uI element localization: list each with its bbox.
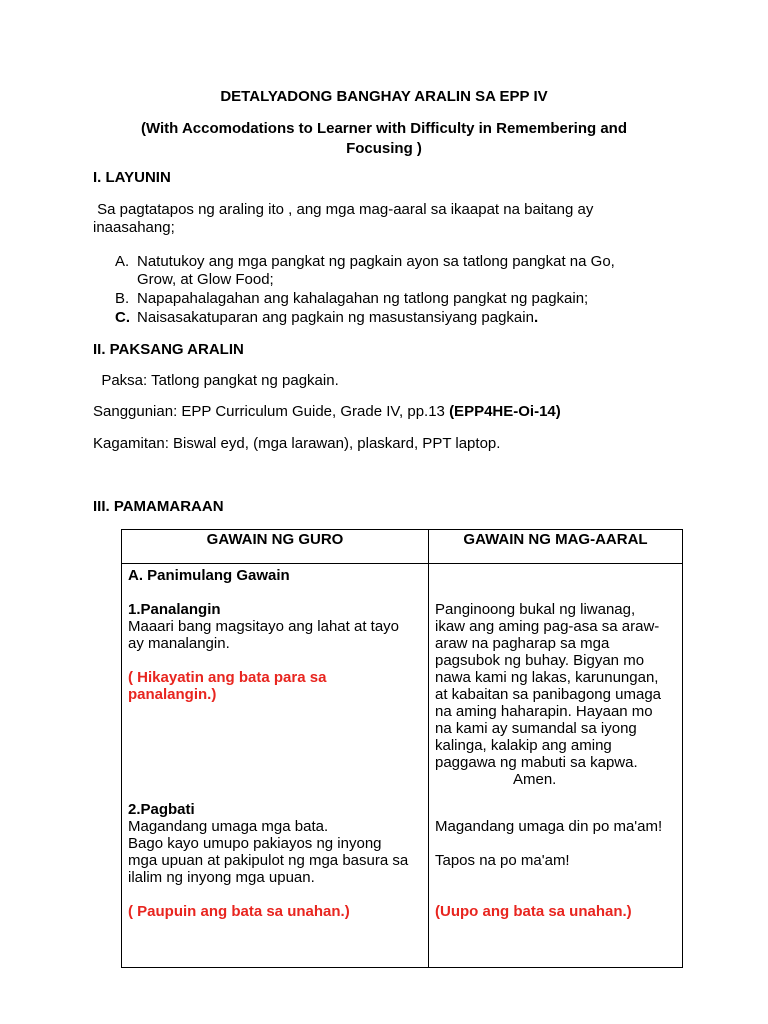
text-line: ikaw ang aming pag-asa sa araw- [435, 618, 660, 635]
text-line: araw na pagharap sa mga [435, 635, 610, 652]
objective-b [115, 290, 675, 308]
layunin-intro-line-1: Sa pagtatapos ng araling ito , ang mga mag-aaral sa ikaapat na baitang ay [93, 201, 594, 218]
paksa-line: Paksa: Tatlong pangkat ng pagkain. [93, 372, 339, 389]
table-header-row [122, 530, 683, 564]
text-line: ( Hikayatin ang bata para sa [128, 669, 327, 686]
document-subtitle [110, 119, 658, 159]
kagamitan-line: Kagamitan: Biswal eyd, (mga larawan), plaskard, PPT laptop. [93, 435, 501, 452]
text-line: pagsubok ng buhay. Bigyan mo [435, 652, 645, 669]
text-line: nawa kami ng lakas, karunungan, [435, 669, 659, 686]
pagbati-title: 2.Pagbati [128, 801, 195, 818]
text-line: mga upuan at pakipulot ng mga basura sa [128, 852, 409, 869]
text-line: Maaari bang magsitayo ang lahat at tayo [128, 618, 400, 635]
objective-a-line-1: Natutukoy ang mga pangkat ng pagkain ayon sa tatlong pangkat na Go, [137, 253, 615, 270]
layunin-intro [93, 201, 693, 237]
section-heading-paksang-aralin: II. PAKSANG ARALIN [93, 341, 244, 358]
column-header-student: GAWAIN NG MAG-AARAL [429, 530, 683, 564]
subtitle-line-2: Focusing ) [346, 140, 422, 157]
student-cell [429, 564, 683, 968]
section-heading-pamamaraan: III. PAMAMARAAN [93, 498, 224, 515]
objective-marker: B. [115, 290, 130, 307]
text-line: kalinga, kalakip ang aming [435, 737, 612, 754]
objective-marker: A. [115, 253, 130, 270]
sanggunian-text: Sanggunian: EPP Curriculum Guide, Grade IV, pp.13 [93, 403, 450, 420]
panalangin-instruction [128, 618, 399, 652]
text-line: Panginoong bukal ng liwanag, [435, 601, 636, 618]
pagbati-note: ( Paupuin ang bata sa unahan.) [128, 903, 350, 920]
teacher-cell [122, 564, 429, 968]
text-line: Magandang umaga mga bata. [128, 818, 329, 835]
objective-b-text: Napapahalagahan ang kahalagahan ng tatlong pangkat ng pagkain; [137, 290, 589, 307]
text-line: na aming haharapin. Hayaan mo [435, 703, 653, 720]
student-prayer [435, 601, 661, 771]
document-title: DETALYADONG BANGHAY ARALIN SA EPP IV [220, 88, 548, 105]
objective-a-line-2: Grow, at Glow Food; [137, 271, 274, 288]
text-line: ay manalangin. [128, 635, 230, 652]
student-note: (Uupo ang bata sa unahan.) [435, 903, 632, 920]
student-greeting-reply: Magandang umaga din po ma'am! [435, 818, 663, 835]
objective-c [115, 309, 675, 327]
text-line: ilalim ng inyong mga upuan. [128, 869, 315, 886]
student-done-reply: Tapos na po ma'am! [435, 852, 570, 869]
text-line: panalangin.) [128, 686, 217, 703]
text-line: at kabaitan sa panibagong umaga [435, 686, 662, 703]
student-amen: Amen. [513, 771, 557, 788]
objective-a [115, 253, 675, 289]
layunin-intro-line-2: inaasahang; [93, 219, 175, 236]
procedure-table [121, 529, 683, 968]
subtitle-line-1: (With Accomodations to Learner with Difficulty in Remembering and [140, 120, 627, 137]
panalangin-note [128, 669, 326, 703]
part-a-heading: A. Panimulang Gawain [128, 567, 290, 584]
objective-c-text: Naisasakatuparan ang pagkain ng masustansiyang pagkain [137, 309, 534, 326]
text-line: Bago kayo umupo pakiayos ng inyong [128, 835, 382, 852]
column-header-teacher: GAWAIN NG GURO [122, 530, 429, 564]
objective-marker: C. [115, 309, 130, 326]
sanggunian-code: (EPP4HE-Oi-14) [449, 403, 561, 420]
text-line: paggawa ng mabuti sa kapwa. [435, 754, 638, 771]
panalangin-title: 1.Panalangin [128, 601, 221, 618]
section-heading-layunin: I. LAYUNIN [93, 169, 171, 186]
sanggunian-line [93, 403, 561, 421]
objective-c-punct: . [533, 309, 539, 326]
pagbati-instruction [128, 818, 408, 886]
text-line: na kami ay sumandal sa iyong [435, 720, 637, 737]
table-row [122, 564, 683, 968]
